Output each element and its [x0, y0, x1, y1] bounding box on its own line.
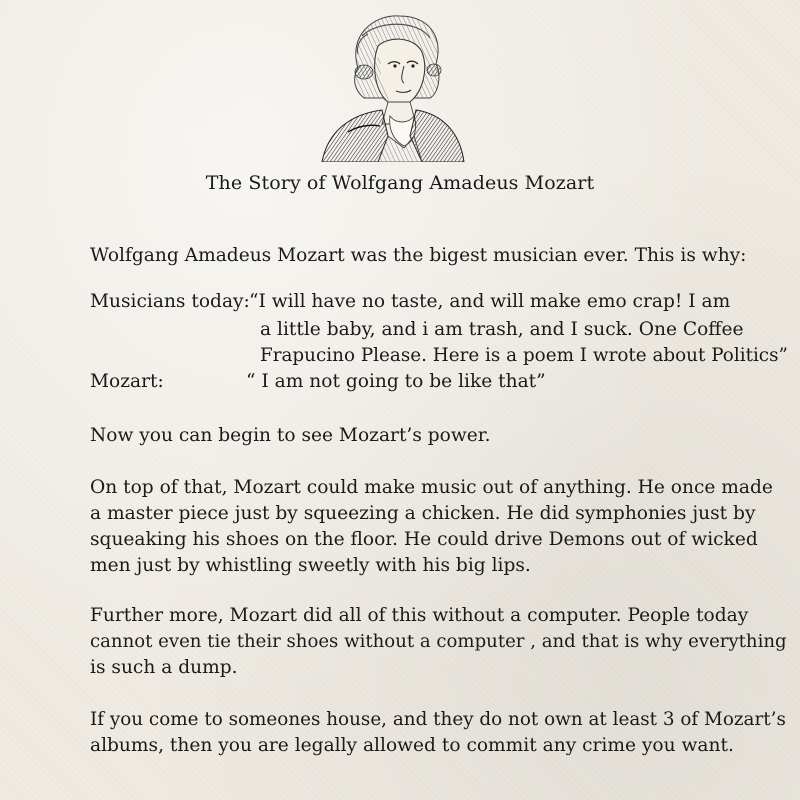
computer-paragraph-line-2: cannot even tie their shoes without a computer , and that is why everything [90, 631, 787, 652]
music-paragraph-line-1: On top of that, Mozart could make music out of anything. He once made [90, 477, 773, 498]
musicians-quote-line-2: a little baby, and i am trash, and I suck. One Coffee [260, 319, 744, 340]
computer-paragraph-line-1: Further more, Mozart did all of this without a computer. People today [90, 605, 749, 626]
speaker-mozart: Mozart: [90, 371, 164, 392]
musicians-quote-line-1: “I will have no taste, and will make emo crap! I am [249, 291, 731, 312]
albums-paragraph-line-1: If you come to someones house, and they do not own at least 3 of Mozart’s [90, 709, 786, 730]
music-paragraph-line-4: men just by whistling sweetly with his big lips. [90, 555, 531, 576]
mozart-quote-line: “ I am not going to be like that” [246, 371, 546, 392]
musicians-quote-line-3: Frapucino Please. Here is a poem I wrote about Politics” [260, 345, 788, 366]
music-paragraph-line-3: squeaking his shoes on the floor. He could drive Demons out of wicked [90, 529, 758, 550]
speaker-musicians: Musicians today: [90, 291, 250, 312]
page-title: The Story of Wolfgang Amadeus Mozart [205, 172, 595, 194]
mozart-portrait-icon [318, 6, 468, 162]
intro-line: Wolfgang Amadeus Mozart was the bigest musician ever. This is why: [90, 245, 747, 266]
albums-paragraph-line-2: albums, then you are legally allowed to commit any crime you want. [90, 735, 734, 756]
music-paragraph-line-2: a master piece just by squeezing a chicken. He did symphonies just by [90, 503, 756, 524]
power-line: Now you can begin to see Mozart’s power. [90, 425, 491, 446]
computer-paragraph-line-3: is such a dump. [90, 657, 238, 678]
